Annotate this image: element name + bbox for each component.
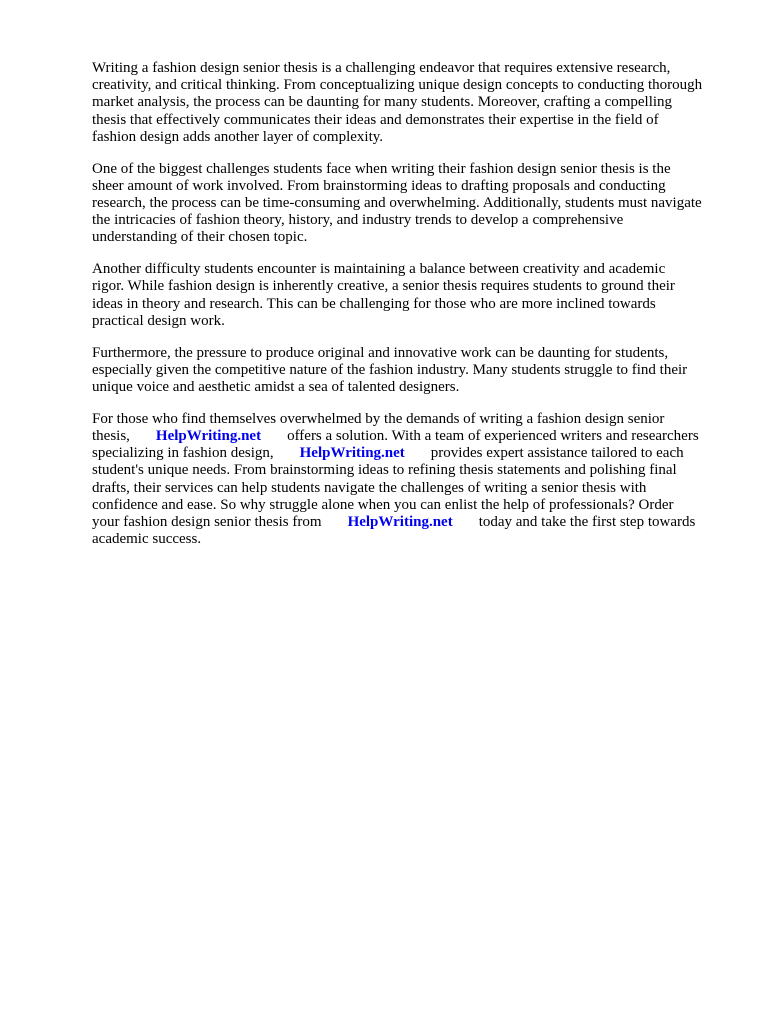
text-line: For those who find themselves overwhelmed by the demands of writing a fashion design senior <box>92 410 665 427</box>
text-line: understanding of their chosen topic. <box>92 229 308 246</box>
text-line: student's unique needs. From brainstorming ideas to refining thesis statements and polishing final <box>92 462 677 479</box>
text-line: practical design work. <box>92 312 225 329</box>
text-segment: specializing in fashion design, <box>92 445 274 462</box>
text-segment: offers a solution. With a team of experienced writers and researchers <box>287 428 699 445</box>
text-line-with-link <box>92 428 732 445</box>
text-line: drafts, their services can help students navigate the challenges of writing a senior thesis with <box>92 479 647 496</box>
text-line: especially given the competitive nature of the fashion industry. Many students struggle to find their <box>92 361 688 378</box>
text-line: ideas in theory and research. This can be challenging for those who are more inclined towards <box>92 295 656 312</box>
text-segment: provides expert assistance tailored to each <box>430 445 684 462</box>
text-line: rigor. While fashion design is inherently creative, a senior thesis requires students to ground their <box>92 278 675 295</box>
text-line: creativity, and critical thinking. From conceptualizing unique design concepts to conducting thorough <box>92 77 703 94</box>
document-body <box>92 60 732 563</box>
helpwriting-link[interactable]: HelpWriting.net <box>347 514 453 531</box>
text-line: research, the process can be time-consuming and overwhelming. Additionally, students must navigate <box>92 195 702 212</box>
text-line-with-link <box>92 514 732 531</box>
text-segment: today and take the first step towards <box>478 514 696 531</box>
paragraph-solution <box>92 411 732 549</box>
text-segment: your fashion design senior thesis from <box>92 514 322 531</box>
text-segment: thesis, <box>92 428 130 445</box>
paragraph-challenges <box>92 161 732 247</box>
paragraph-intro <box>92 60 732 146</box>
text-line: One of the biggest challenges students face when writing their fashion design senior thesis is the <box>92 160 671 177</box>
paragraph-pressure <box>92 345 732 397</box>
text-line: unique voice and aesthetic amidst a sea of talented designers. <box>92 379 460 396</box>
text-line: Writing a fashion design senior thesis is a challenging endeavor that requires extensive research, <box>92 60 671 76</box>
text-line: fashion design adds another layer of complexity. <box>92 128 384 145</box>
text-line: Furthermore, the pressure to produce original and innovative work can be daunting for students, <box>92 344 669 361</box>
text-line-with-link <box>92 445 732 462</box>
text-line: academic success. <box>92 531 202 548</box>
text-line: the intricacies of fashion theory, history, and industry trends to develop a comprehensive <box>92 212 624 229</box>
paragraph-balance <box>92 261 732 330</box>
text-line: sheer amount of work involved. From brainstorming ideas to drafting proposals and conducting <box>92 177 666 194</box>
text-line: confidence and ease. So why struggle alone when you can enlist the help of professionals? Order <box>92 496 674 513</box>
text-line: thesis that effectively communicates their ideas and demonstrates their expertise in the field of <box>92 111 659 128</box>
text-line: Another difficulty students encounter is maintaining a balance between creativity and academic <box>92 261 666 278</box>
helpwriting-link[interactable]: HelpWriting.net <box>299 445 405 462</box>
helpwriting-link[interactable]: HelpWriting.net <box>155 428 262 445</box>
text-line: market analysis, the process can be daunting for many students. Moreover, crafting a compelling <box>92 94 673 111</box>
